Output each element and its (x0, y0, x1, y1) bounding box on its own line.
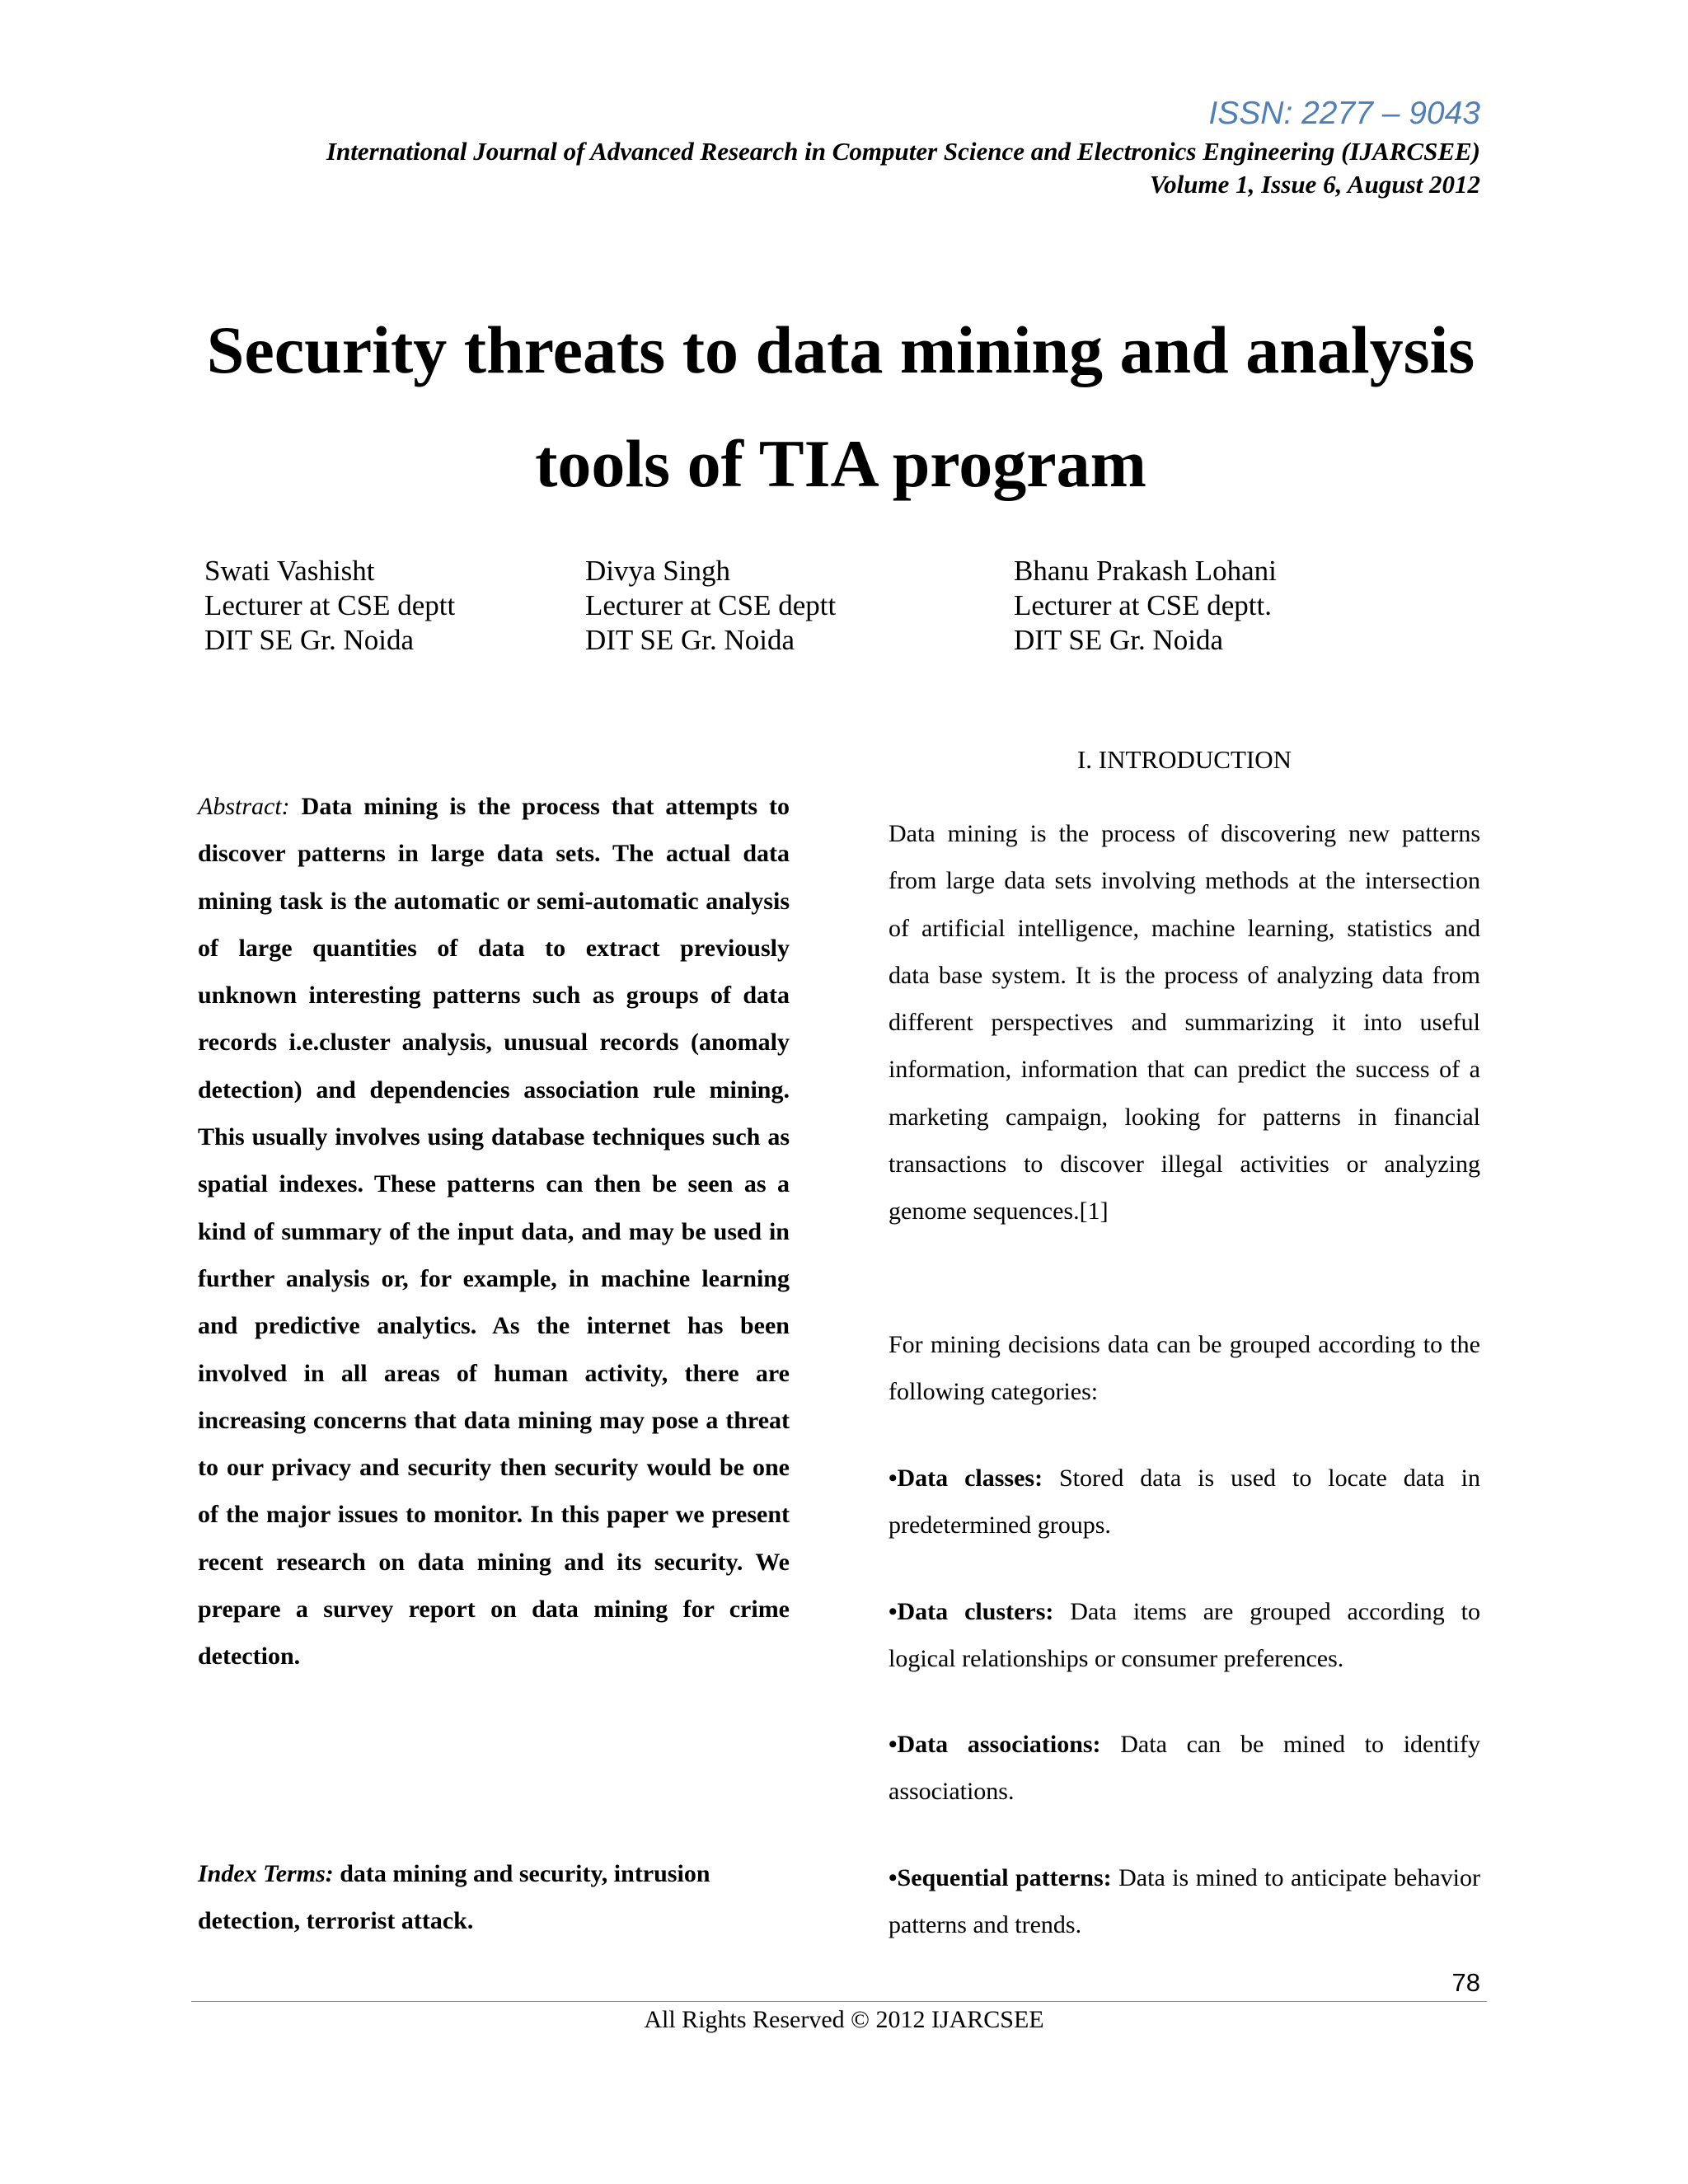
bullet-text: Data items are grouped according to logical relationships or consumer preferences. (889, 1598, 1480, 1673)
bullet-text: Data can be mined to identify associations. (889, 1731, 1481, 1806)
bullet-item (889, 1854, 1480, 1949)
categories-paragraph: For mining decisions data can be grouped according to the following categories: (889, 1331, 1480, 1406)
author-affiliation: DIT SE Gr. Noida (204, 624, 415, 656)
author-affiliation: DIT SE Gr. Noida (1014, 624, 1224, 656)
paper-title-line-1: Security threats to data mining and analysis (206, 312, 1475, 387)
bullet-item (889, 1721, 1480, 1816)
author-role: Lecturer at CSE deptt (585, 589, 837, 621)
abstract (198, 783, 790, 1680)
paper-title-line-2: tools of TIA program (535, 426, 1146, 501)
bullet-item (889, 1588, 1480, 1683)
author-name: Bhanu Prakash Lohani (1014, 555, 1277, 587)
footer-divider (191, 2001, 1487, 2002)
index-terms (198, 1850, 790, 1945)
bullet-text: Data is mined to anticipate behavior patterns and trends. (889, 1864, 1480, 1939)
section-heading-introduction: I. INTRODUCTION (1076, 745, 1292, 774)
intro-paragraph: Data mining is the process of discovering new patterns from large data sets involving methods at the intersection of artificial intelligence, machine learning, statistics and data base system. It is the process of analyzing data from different perspectives and summarizing it into useful information, information that can predict the success of a marketing campaign, looking for patterns in financial transactions to discover illegal activities or analyzing genome sequences.[1] (889, 820, 1480, 1226)
issn-label: ISSN: 2277 – 9043 (1208, 96, 1480, 131)
abstract-label: Abstract: (198, 793, 290, 820)
bullet-text: Stored data is used to locate data in predetermined groups. (889, 1465, 1481, 1540)
author-role: Lecturer at CSE deptt (204, 589, 456, 621)
page-number: 78 (1451, 1968, 1480, 1997)
author-name: Divya Singh (585, 555, 730, 587)
journal-volume: Volume 1, Issue 6, August 2012 (1149, 170, 1480, 199)
author-affiliation: DIT SE Gr. Noida (585, 624, 795, 656)
journal-name: International Journal of Advanced Research in Computer Science and Electronics Engineering (IJARCSEE) (326, 137, 1480, 166)
author-role: Lecturer at CSE deptt. (1014, 589, 1272, 621)
author-block (204, 554, 455, 658)
index-terms-label: Index Terms: (198, 1860, 334, 1887)
index-terms-text: data mining and security, intrusion detection, terrorist attack. (198, 1860, 710, 1935)
copyright-notice: All Rights Reserved © 2012 IJARCSEE (644, 2006, 1044, 2033)
bullet-term: •Data classes: (889, 1465, 1043, 1492)
author-block (1014, 554, 1277, 658)
author-block (585, 554, 836, 658)
bullet-term: •Data clusters: (889, 1598, 1054, 1625)
abstract-text: Data mining is the process that attempts to discover patterns in large data sets. The actual data mining task is the automatic or semi-automatic analysis of large quantities of data to extract previously unknown interesting patterns such as groups of data records i.e.cluster analysis, unusual records (anomaly detection) and dependencies association rule mining. This usually involves using database techniques such as spatial indexes. These patterns can then be seen as a kind of summary of the input data, and may be used in further analysis or, for example, in machine learning and predictive analytics. As the internet has been involved in all areas of human activity, there are increasing concerns that data mining may pose a threat to our privacy and security then security would be one of the major issues to monitor. In this paper we present recent research on data mining and its security. We prepare a survey report on data mining for crime detection. (198, 793, 790, 1671)
bullet-term: •Data associations: (889, 1731, 1101, 1758)
author-name: Swati Vashisht (204, 555, 375, 587)
bullet-item (889, 1455, 1480, 1549)
bullet-term: •Sequential patterns: (889, 1864, 1112, 1891)
